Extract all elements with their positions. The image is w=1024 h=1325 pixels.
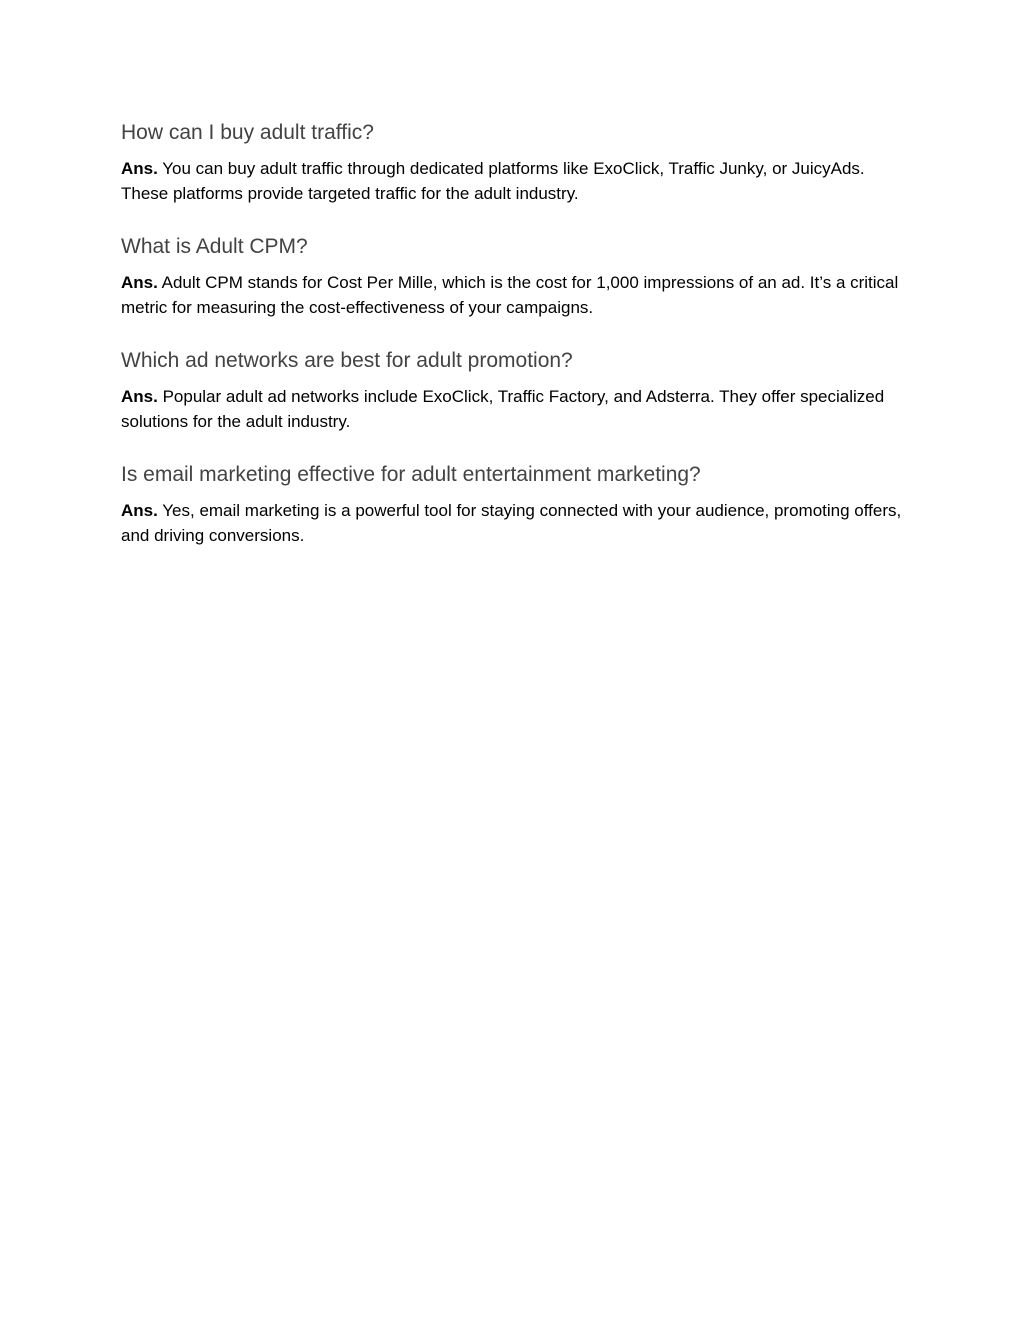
faq-question: What is Adult CPM? (121, 235, 308, 258)
answer-label: Ans. (121, 273, 158, 292)
answer-label: Ans. (121, 159, 158, 178)
faq-answer (121, 385, 911, 434)
faq-item (121, 460, 911, 548)
faq-answer (121, 499, 911, 548)
faq-item (121, 118, 911, 206)
faq-answer (121, 157, 911, 206)
faq-question: Which ad networks are best for adult promotion? (121, 349, 573, 372)
faq-question: Is email marketing effective for adult entertainment marketing? (121, 463, 701, 486)
faq-item (121, 232, 911, 320)
answer-text: Yes, email marketing is a powerful tool for staying connected with your audience, promoting offers, and driving conversions. (121, 501, 902, 545)
faq-item (121, 346, 911, 434)
document-page (121, 118, 911, 574)
faq-question: How can I buy adult traffic? (121, 121, 374, 144)
answer-label: Ans. (121, 501, 158, 520)
answer-label: Ans. (121, 387, 158, 406)
answer-text: Popular adult ad networks include ExoClick, Traffic Factory, and Adsterra. They offer specialized solutions for the adult industry. (121, 387, 885, 431)
answer-text: You can buy adult traffic through dedicated platforms like ExoClick, Traffic Junky, or JuicyAds. These platforms provide targeted traffic for the adult industry. (121, 159, 865, 203)
faq-answer (121, 271, 911, 320)
answer-text: Adult CPM stands for Cost Per Mille, which is the cost for 1,000 impressions of an ad. It’s a critical metric for measuring the cost-effectiveness of your campaigns. (121, 273, 899, 317)
